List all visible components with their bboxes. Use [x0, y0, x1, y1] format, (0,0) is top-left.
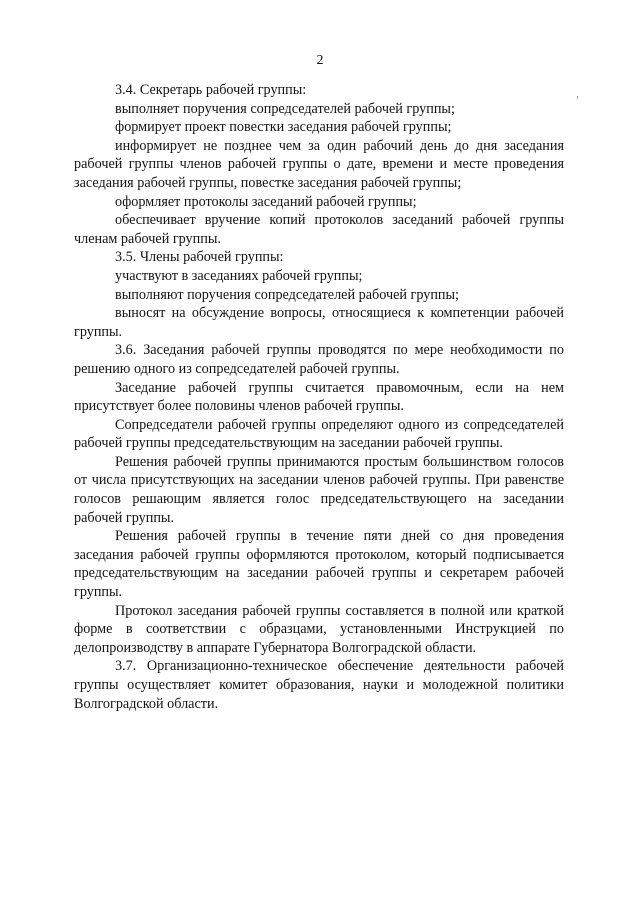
- paragraph-protocol-signing: Решения рабочей группы в течение пяти дней со дня проведения заседания рабочей группы оформляются протоколом, который подписывается председательствующим на заседании рабочей группы и секретарем рабочей группы.: [74, 528, 564, 601]
- page-number: 2: [316, 53, 324, 68]
- paragraph-3-6: 3.6. Заседания рабочей группы проводятся по мере необходимости по решению одного из сопредседателей рабочей группы.: [74, 342, 564, 377]
- paragraph-chair-selection: Сопредседатели рабочей группы определяют одного из сопредседателей рабочей группы председательствующим на заседании рабочей группы.: [74, 416, 564, 452]
- paragraph-secretary-duty-4: оформляет протоколы заседаний рабочей группы;: [115, 193, 417, 210]
- paragraph-quorum: Заседание рабочей группы считается правомочным, если на нем присутствует более половины членов рабочей группы.: [74, 379, 564, 415]
- paragraph-3-5-heading: 3.5. Члены рабочей группы:: [115, 249, 284, 266]
- paragraph-protocol-form: Протокол заседания рабочей группы составляется в полной или краткой форме в соответствии с образцами, установленными Инструкцией по делопроизводству в аппарате Губернатора Волгоградской области.: [74, 602, 564, 656]
- paragraph-member-duty-3: выносят на обсуждение вопросы, относящиеся к компетенции рабочей группы.: [74, 305, 564, 340]
- paragraph-secretary-duty-1: выполняет поручения сопредседателей рабочей группы;: [115, 100, 455, 117]
- paragraph-secretary-duty-3: информирует не позднее чем за один рабочий день до дня заседания рабочей группы членов рабочей группы о дате, времени и месте проведения заседания рабочей группы, повестке заседания рабочей группы;: [74, 137, 564, 191]
- paragraph-3-7: 3.7. Организационно-техническое обеспечение деятельности рабочей группы осуществляет комитет образования, науки и молодежной политики Волгоградской области.: [74, 658, 564, 712]
- paragraph-member-duty-2: выполняют поручения сопредседателей рабочей группы;: [115, 286, 459, 303]
- scan-speck: [577, 96, 578, 99]
- paragraph-member-duty-1: участвуют в заседаниях рабочей группы;: [115, 267, 363, 284]
- paragraph-secretary-duty-5: обеспечивает вручение копий протоколов заседаний рабочей группы членам рабочей группы.: [74, 212, 564, 247]
- paragraph-3-4-heading: 3.4. Секретарь рабочей группы:: [115, 82, 307, 98]
- document-body: [74, 81, 564, 713]
- paragraph-secretary-duty-2: формирует проект повестки заседания рабочей группы;: [115, 119, 452, 136]
- paragraph-voting: Решения рабочей группы принимаются простым большинством голосов от числа присутствующих на заседании членов рабочей группы. При равенстве голосов решающим является голос председательствующего на заседании рабочей группы.: [74, 453, 564, 526]
